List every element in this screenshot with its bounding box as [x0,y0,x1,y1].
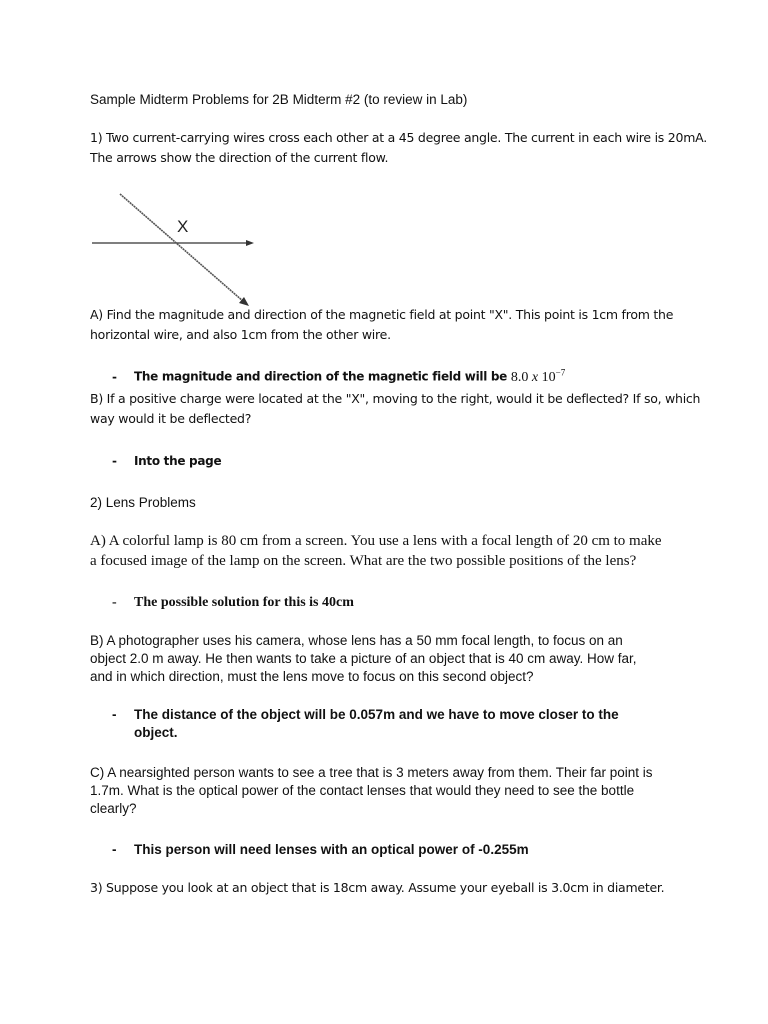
question-2c-text-line3: clearly? [90,801,137,816]
answer-2c-text: This person will need lenses with an optical power of -0.255m [134,842,529,857]
crossing-wires-diagram [88,188,268,310]
question-1-text-line2: The arrows show the direction of the current flow. [90,150,389,165]
answer-1a-text: The magnitude and direction of the magnetic field will be [134,369,508,384]
answer-2c: - This person will need lenses with an optical power of -0.255m [112,842,529,857]
answer-2b: - The distance of the object will be 0.057m and we have to move closer to the [112,707,619,722]
answer-1b: - Into the page [112,454,222,468]
answer-2a-text: The possible solution for this is 40cm [134,595,354,610]
question-2a-text-line1: A) A colorful lamp is 80 cm from a screen. You use a lens with a focal length of 20 cm to make [90,533,662,549]
answer-1b-text: Into the page [134,454,222,468]
answer-2b-text-line1: The distance of the object will be 0.057m and we have to move closer to the [134,707,619,722]
answer-2b-text-line2: object. [134,725,178,740]
question-3-text-line1: 3) Suppose you look at an object that is 18cm away. Assume your eyeball is 3.0cm in diameter. [90,880,665,895]
answer-1a [112,367,565,386]
answer-1a-value: 8.0 x $10^{-7}$ [510,367,566,385]
question-1a-text-line1: A) Find the magnitude and direction of the magnetic field at point "X". This point is 1cm from the [90,307,674,322]
question-1b-text-line2: way would it be deflected? [90,411,252,426]
question-2c-text-line2: 1.7m. What is the optical power of the contact lenses that would they need to see the bottle [90,783,635,798]
question-2b-text-line3: and in which direction, must the lens move to focus on this second object? [90,669,534,684]
question-2b-text-line1: B) A photographer uses his camera, whose lens has a 50 mm focal length, to focus on an [90,633,623,648]
horizontal-wire-arrowhead [246,240,254,246]
question-2c-text-line1: C) A nearsighted person wants to see a tree that is 3 meters away from them. Their far point is [90,765,653,780]
question-2a-text-line2: a focused image of the lamp on the screen. What are the two possible positions of the lens? [90,553,637,569]
answer-2a: - The possible solution for this is 40cm [112,595,354,610]
question-1a-text-line2: horizontal wire, and also 1cm from the other wire. [90,327,391,342]
document-title: Sample Midterm Problems for 2B Midterm #2 (to review in Lab) [90,92,468,107]
question-1-text-line1: 1) Two current-carrying wires cross each other at a 45 degree angle. The current in each wire is 20mA. [90,130,707,145]
question-1b-text-line1: B) If a positive charge were located at the "X", moving to the right, would it be deflected? If so, which [90,391,701,406]
bullet-dash: - [112,369,117,384]
point-x-label: X [177,217,189,236]
question-2-title: 2) Lens Problems [90,495,196,510]
question-2b-text-line2: object 2.0 m away. He then wants to take a picture of an object that is 40 cm away. How far, [90,651,637,666]
diagonal-wire [120,194,244,302]
